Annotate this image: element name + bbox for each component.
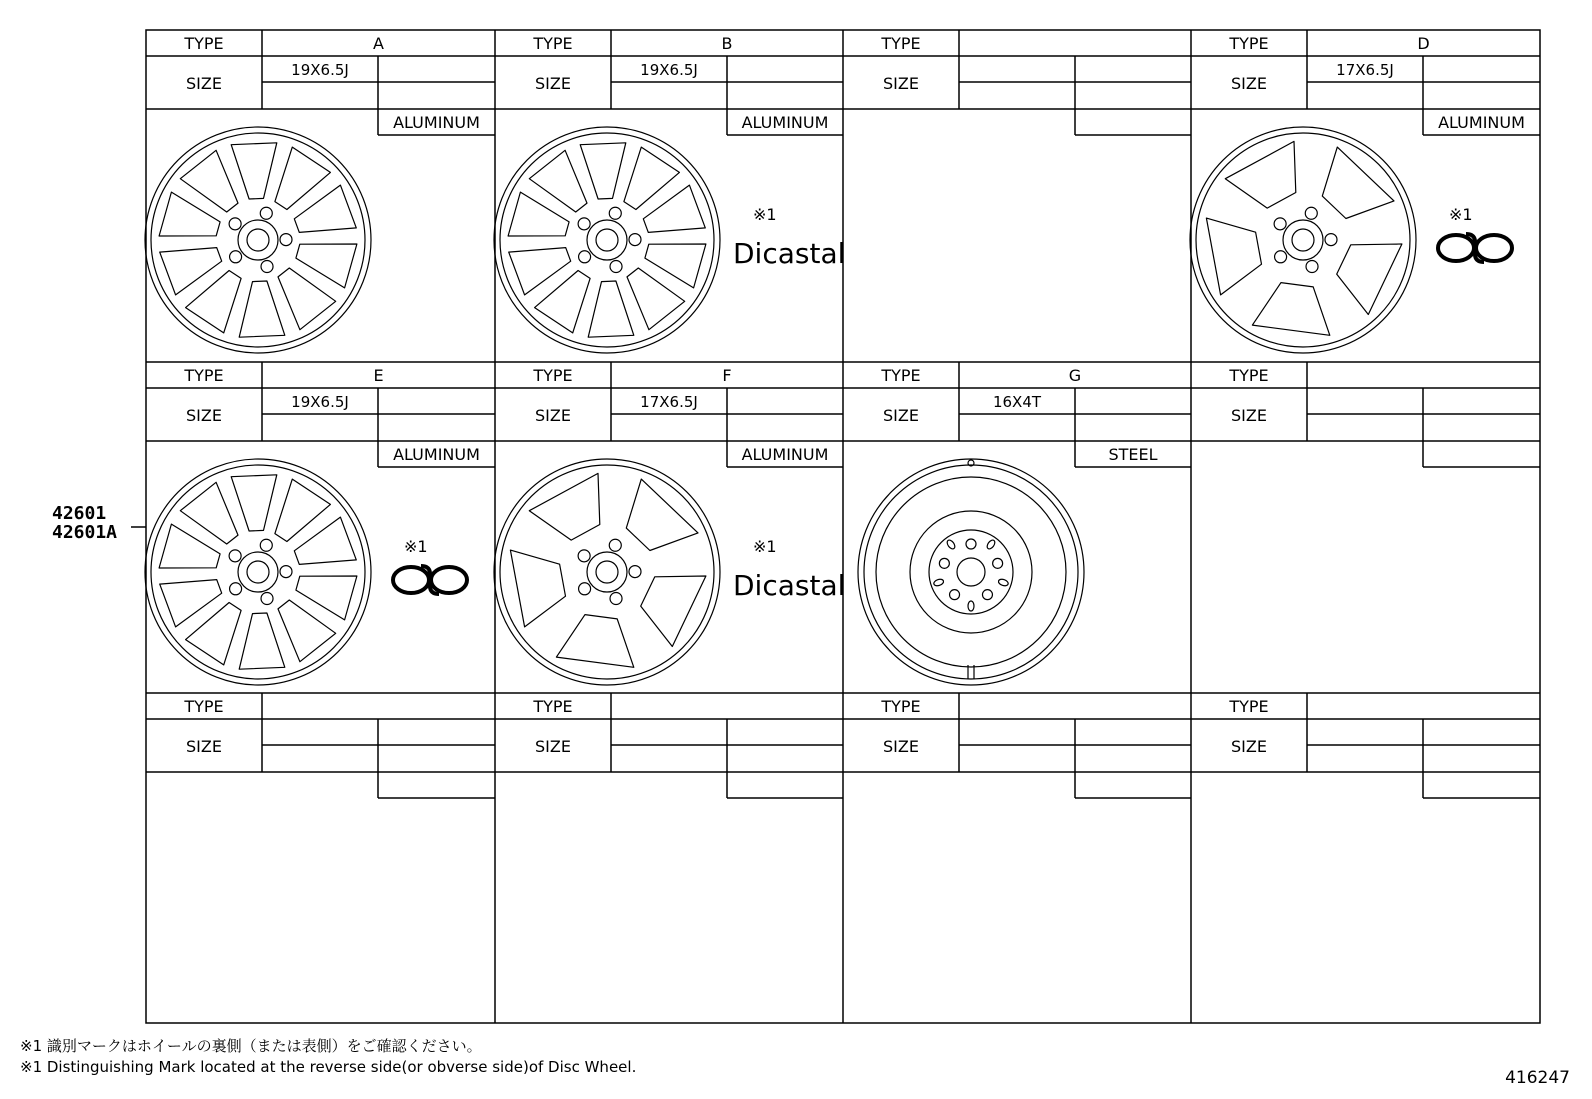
lug-nut-hole [1275,251,1287,263]
spoke-window [1337,244,1402,315]
wheel-rim-outer [494,459,720,685]
size-value: 17X6.5J [640,393,698,411]
steel-spare-wheel-icon [858,459,1084,685]
size-value: 19X6.5J [291,61,349,79]
illustration-number: 416247 [1505,1068,1570,1088]
dicastal-mark: Dicastal [733,237,846,270]
logo-ring [393,567,429,593]
wheel-center-bore [247,561,269,583]
spoke-window [294,517,356,564]
wheel-rim-inner [151,465,365,679]
lug-nut-hole [230,583,242,595]
lug-nut-hole [1274,218,1286,230]
labels-layer [183,34,1525,756]
size-value: 19X6.5J [640,61,698,79]
type-value: A [373,34,384,53]
type-label: TYPE [1229,697,1269,716]
wheel-rim-outer [494,127,720,353]
spoke-window [160,580,222,627]
material-value: ALUMINUM [741,445,829,464]
wheel-center-bore [596,229,618,251]
dicastal-mark: Dicastal [733,569,846,602]
spoke-window [643,185,705,232]
wheel-rim-inner [500,465,714,679]
lug-nut-hole [260,207,272,219]
size-value: 19X6.5J [291,393,349,411]
alloy-wheel-five-spoke-icon [1190,127,1416,353]
logo-ring [431,567,467,593]
spoke-window [1252,283,1329,336]
wheel-rim-inner [151,133,365,347]
spoke-window [160,248,222,295]
mark-reference: ※1 [404,537,428,556]
type-value: E [373,366,384,385]
size-label: SIZE [186,74,222,93]
lug-nut-hole [578,218,590,230]
lug-nut-hole [610,593,622,605]
alloy-wheel-multi-spoke-icon [145,459,371,685]
spoke-window [275,147,331,209]
spoke-window [645,244,706,288]
spoke-window [641,576,706,647]
type-value: D [1417,34,1430,53]
part-number-callout [52,503,146,543]
size-label: SIZE [535,74,571,93]
mark-reference: ※1 [753,205,777,224]
mark-reference: ※1 [1449,205,1473,224]
lug-hole [966,539,976,549]
type-label: TYPE [184,34,224,53]
vent-hole [933,578,944,587]
spoke-window [1225,141,1296,208]
material-value: ALUMINUM [393,113,480,132]
vent-hole [968,601,974,611]
spoke-window [231,475,277,531]
part-number-2: 42601A [52,522,118,543]
size-label: SIZE [883,406,919,425]
type-value: F [722,366,732,385]
spoke-window [508,192,569,236]
spoke-window [294,185,356,232]
lug-nut-hole [578,550,590,562]
wheel-hub [238,552,278,592]
wheel-rim-inner [1196,133,1410,347]
spoke-window [510,550,565,627]
footnote-japanese: ※1 識別マークはホイールの裏側（または表側）をご確認ください。 [20,1037,482,1055]
spoke-window [159,192,220,236]
wheel-center-bore [1292,229,1314,251]
wheel-hub [587,220,627,260]
manufacturer-logo-icon [1438,234,1512,262]
size-label: SIZE [883,74,919,93]
wheel-hub [238,220,278,260]
lug-nut-hole [280,566,292,578]
wheel-rim-inner [500,133,714,347]
mark-reference: ※1 [753,537,777,556]
size-label: SIZE [535,737,571,756]
wheel-rim-step [876,477,1066,667]
lug-hole [982,590,992,600]
logo-ring [1476,235,1512,261]
part-number-1: 42601 [52,503,107,524]
lug-nut-hole [230,251,242,263]
wheel-rim-outer [145,127,371,353]
type-label: TYPE [533,366,573,385]
spoke-window [296,244,357,288]
wheel-rim-outer [145,459,371,685]
type-label: TYPE [533,34,573,53]
material-value: ALUMINUM [741,113,829,132]
size-value: 17X6.5J [1336,61,1394,79]
spoke-window [580,143,626,199]
lug-hole [950,590,960,600]
wheel-disc-step [910,511,1032,633]
spoke-window [535,271,591,333]
wheel-hub [957,558,985,586]
type-label: TYPE [184,366,224,385]
size-label: SIZE [186,406,222,425]
material-value: ALUMINUM [393,445,480,464]
size-label: SIZE [1231,406,1267,425]
spoke-window [275,479,331,541]
type-label: TYPE [881,34,921,53]
spoke-window [1206,218,1261,295]
type-label: TYPE [881,697,921,716]
lug-nut-hole [1305,207,1317,219]
footnote-english: ※1 Distinguishing Mark located at the reverse side(or obverse side)of Disc Wheel. [20,1058,637,1076]
spoke-window [159,524,220,568]
type-label: TYPE [1229,34,1269,53]
type-label: TYPE [184,697,224,716]
lug-nut-hole [579,251,591,263]
type-label: TYPE [533,697,573,716]
lug-nut-hole [629,566,641,578]
wheel-hub [587,552,627,592]
lug-nut-hole [229,550,241,562]
alloy-wheel-split-spoke-icon [145,127,371,353]
size-label: SIZE [1231,74,1267,93]
spoke-window [626,479,698,550]
lug-nut-hole [261,593,273,605]
wheel-center-bore [596,561,618,583]
lug-nut-hole [579,583,591,595]
wheel-rim-inner [864,465,1078,679]
spoke-window [231,143,277,199]
lug-nut-hole [609,207,621,219]
lug-nut-hole [280,234,292,246]
spoke-window [296,576,357,620]
wheel-rim-outer [858,459,1084,685]
size-label: SIZE [535,406,571,425]
spoke-window [239,613,285,669]
lug-nut-hole [1325,234,1337,246]
type-label: TYPE [881,366,921,385]
alloy-wheel-multi-spoke-icon [494,127,720,353]
spoke-window [1322,147,1394,218]
size-label: SIZE [1231,737,1267,756]
type-value: B [721,34,733,53]
lug-hole [939,558,949,568]
vent-hole [986,539,997,551]
lug-nut-hole [1306,261,1318,273]
type-value: G [1068,366,1082,385]
wheel-rim-outer [1190,127,1416,353]
size-label: SIZE [883,737,919,756]
alloy-wheel-five-spoke-icon [494,459,720,685]
lug-nut-hole [629,234,641,246]
material-value: STEEL [1108,445,1158,464]
vent-hole [946,539,957,551]
size-label: SIZE [186,737,222,756]
lug-nut-hole [609,539,621,551]
lug-hole [993,558,1003,568]
spoke-window [186,603,242,665]
type-label: TYPE [1229,366,1269,385]
wheel-hub [1283,220,1323,260]
manufacturer-logo-icon [393,566,467,594]
lug-nut-hole [260,539,272,551]
size-value: 16X4T [992,393,1042,411]
spoke-window [624,147,680,209]
spoke-window [556,615,633,668]
lug-nut-hole [261,261,273,273]
wheel-center-bore [247,229,269,251]
material-value: ALUMINUM [1438,113,1525,132]
spoke-window [239,281,285,337]
spoke-window [588,281,634,337]
spoke-window [529,473,600,540]
spoke-window [509,248,571,295]
spoke-window [186,271,242,333]
logo-ring [1438,235,1474,261]
lug-nut-hole [229,218,241,230]
vent-hole [998,578,1009,587]
lug-nut-hole [610,261,622,273]
